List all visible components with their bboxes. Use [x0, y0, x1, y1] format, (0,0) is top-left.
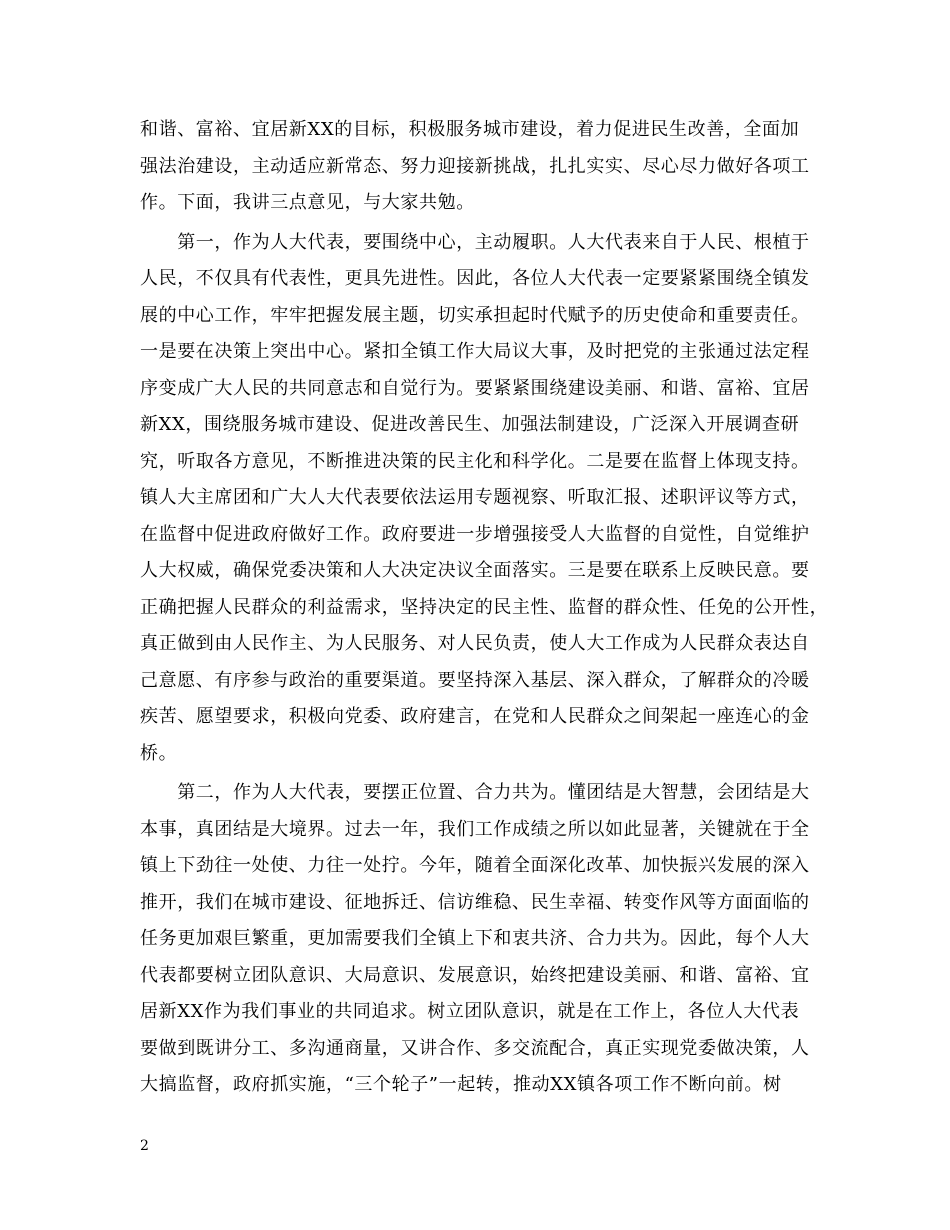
text-line: 己意愿、有序参与政治的重要渠道。要坚持深入基层、深入群众，了解群众的冷暖: [140, 669, 810, 691]
text-line: 作。下面，我讲三点意见，与大家共勉。: [140, 192, 475, 213]
text-line: 居新XX作为我们事业的共同追求。树立团队意识，就是在工作上，各位人大代表: [140, 1001, 800, 1022]
text-line: 强法治建设，主动适应新常态、努力迎接新挑战，扎扎实实、尽心尽力做好各项工: [140, 155, 810, 177]
paragraph: [140, 225, 829, 773]
text-line: 本事，真团结是大境界。过去一年，我们工作成绩之所以如此显著，关键就在于全: [140, 818, 810, 840]
text-line: 要做到既讲分工、多沟通商量，又讲合作、多交流配合，真正实现党委做决策，人: [140, 1037, 810, 1059]
text-line: 镇人大主席团和广大人大代表要依法运用专题视察、听取汇报、述职评议等方式，: [140, 487, 810, 508]
text-line: 人大权威，确保党委决策和人大决定决议全面落实。三是要在联系上反映民意。要: [140, 560, 810, 581]
text-line: 疾苦、愿望要求，积极向党委、政府建言，在党和人民群众之间架起一座连心的金: [140, 706, 810, 727]
text-line: 第一，作为人大代表，要围绕中心，主动履职。人大代表来自于人民、根植于: [140, 231, 810, 253]
text-line: 在监督中促进政府做好工作。政府要进一步增强接受人大监督的自觉性，自觉维护: [140, 523, 810, 545]
text-line: 推开，我们在城市建设、征地拆迁、信访维稳、民生幸福、转变作风等方面面临的: [140, 891, 810, 913]
text-line: 第二，作为人大代表，要摆正位置、合力共为。懂团结是大智慧，会团结是大: [140, 782, 810, 803]
body-text: [140, 112, 829, 1104]
text-line: 展的中心工作，牢牢把握发展主题，切实承担起时代赋予的历史使命和重要责任。: [140, 304, 810, 326]
text-line: 人民，不仅具有代表性，更具先进性。因此，各位人大代表一定要紧紧围绕全镇发: [140, 268, 810, 289]
text-line: 镇上下劲往一处使、力往一处拧。今年，随着全面深化改革、加快振兴发展的深入: [140, 855, 810, 876]
text-line: 桥。: [140, 742, 178, 764]
text-line: 任务更加艰巨繁重，更加需要我们全镇上下和衷共济、合力共为。因此，每个人大: [140, 928, 810, 949]
text-line: 和谐、富裕、宜居新XX的目标，积极服务城市建设，着力促进民生改善，全面加: [140, 119, 800, 140]
paragraph: [140, 775, 812, 1104]
page-number: 2: [140, 1138, 149, 1154]
paragraph: [140, 112, 812, 222]
text-line: 大搞监督，政府抓实施，“三个轮子”一起转，推动XX镇各项工作不断向前。树: [140, 1074, 782, 1095]
text-line: 新XX，围绕服务城市建设、促进改善民生、加强法制建设，广泛深入开展调查研: [140, 414, 800, 435]
text-line: 代表都要树立团队意识、大局意识、发展意识，始终把建设美丽、和谐、富裕、宜: [140, 964, 810, 986]
text-line: 正确把握人民群众的利益需求，坚持决定的民主性、监督的群众性、任免的公开性，: [140, 596, 829, 618]
text-line: 真正做到由人民作主、为人民服务、对人民负责，使人大工作成为人民群众表达自: [140, 633, 810, 654]
text-line: 一是要在决策上突出中心。紧扣全镇工作大局议大事，及时把党的主张通过法定程: [140, 341, 810, 362]
text-line: 序变成广大人民的共同意志和自觉行为。要紧紧围绕建设美丽、和谐、富裕、宜居: [140, 377, 810, 399]
text-line: 究，听取各方意见，不断推进决策的民主化和科学化。二是要在监督上体现支持。: [140, 450, 810, 472]
